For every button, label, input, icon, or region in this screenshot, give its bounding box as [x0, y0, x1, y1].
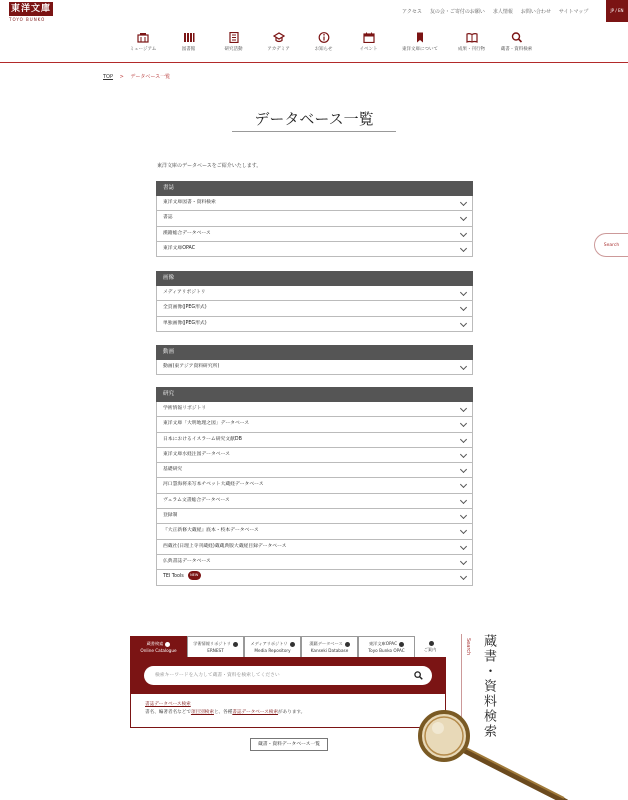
chevron-down-icon: [460, 558, 467, 565]
library-icon: [183, 32, 195, 43]
info-icon: [318, 32, 330, 43]
chevron-down-icon: [460, 436, 467, 443]
header-divider: [0, 62, 628, 63]
top-links: [402, 8, 588, 15]
db-item[interactable]: メディアリポジトリ: [156, 286, 473, 301]
db-item[interactable]: 東洋文庫図書・資料検索: [156, 196, 473, 211]
db-item[interactable]: 西蔵社(日理上寺刊蔵経)蔵蔵典版大蔵経目録データベース: [156, 540, 473, 555]
db-item[interactable]: 学術情報リポジトリ: [156, 402, 473, 417]
chevron-down-icon: [460, 405, 467, 412]
db-item[interactable]: TEI Tools NEW: [156, 570, 473, 585]
nav-info[interactable]: お知らせ: [301, 32, 346, 52]
db-item[interactable]: 河口慧海将来写本チベット大蔵経データベース: [156, 478, 473, 493]
site-logo[interactable]: [9, 2, 55, 22]
top-link-access[interactable]: アクセス: [402, 9, 422, 15]
db-item[interactable]: 漢籍総合データベース: [156, 227, 473, 242]
section-bibliography: [156, 181, 473, 257]
help-icon: [345, 642, 350, 647]
db-item[interactable]: 単独画像(JPEG形式): [156, 317, 473, 332]
chevron-down-icon: [460, 199, 467, 206]
chevron-down-icon: [460, 230, 467, 237]
breadcrumb-top[interactable]: TOP: [103, 74, 114, 80]
db-item[interactable]: 東洋文庫「大明地理之図」データベース: [156, 417, 473, 432]
breadcrumb-separator: >: [119, 74, 124, 80]
search-icon[interactable]: [414, 671, 423, 680]
chevron-down-icon: [460, 466, 467, 473]
research-icon: [228, 32, 240, 43]
search-info: 書誌データベース検索 書名、編著者名などで項目別検索と、各種書誌データベース検索があります。: [130, 694, 446, 728]
section-title: 動画: [156, 345, 473, 360]
search-tabs: [130, 636, 445, 657]
main-nav: [120, 32, 539, 52]
chevron-down-icon: [460, 289, 467, 296]
magnifier-glass-icon: [416, 706, 576, 800]
search-section-title: 蔵書・資料検索: [481, 634, 496, 739]
nav-publications[interactable]: 成果・刊行物: [449, 32, 494, 52]
tab-media-repository[interactable]: メディアリポジトリ Media Repository: [244, 636, 301, 657]
bibliography-search-link[interactable]: 書誌データベース検索: [145, 702, 191, 707]
top-link-jobs[interactable]: 求人情報: [492, 9, 513, 15]
search-icon: [511, 32, 523, 43]
section-title: 画像: [156, 271, 473, 286]
section-video: [156, 345, 473, 375]
page-title: データベース一覧: [254, 110, 374, 128]
language-switch[interactable]: JP / EN: [606, 0, 628, 22]
db-item[interactable]: ヴェラム文書総合データベース: [156, 494, 473, 509]
chevron-down-icon: [460, 363, 467, 370]
section-title: 書誌: [156, 181, 473, 196]
chevron-down-icon: [460, 527, 467, 534]
chevron-down-icon: [460, 420, 467, 427]
nav-event[interactable]: イベント: [346, 32, 391, 52]
search-panel: [130, 657, 446, 694]
logo-text: 東洋文庫: [10, 4, 51, 14]
chevron-down-icon: [460, 304, 467, 311]
nav-museum[interactable]: ミュージアム: [120, 32, 166, 52]
academia-icon: [273, 32, 285, 43]
db-list-button[interactable]: 蔵書・資料データベース一覧: [250, 738, 328, 751]
logo-sub: TOYO BUNKO: [9, 17, 46, 22]
db-item[interactable]: 東洋文庫水経注図データベース: [156, 448, 473, 463]
help-icon: [429, 641, 434, 646]
help-icon: [290, 642, 295, 647]
db-item[interactable]: 仏典書誌データベース: [156, 555, 473, 570]
book-icon: [466, 32, 478, 43]
db-item[interactable]: 東洋文庫OPAC: [156, 242, 473, 257]
db-item[interactable]: 登録制: [156, 509, 473, 524]
tab-guide[interactable]: ご案内: [415, 636, 445, 657]
db-item[interactable]: 『大正新修大蔵経』底本・校本データベース: [156, 524, 473, 539]
top-link-support[interactable]: 友の会・ご寄付のお願い: [429, 9, 485, 15]
chevron-down-icon: [460, 543, 467, 550]
side-search-tab[interactable]: Search: [594, 233, 628, 257]
nav-library[interactable]: 図書館: [166, 32, 211, 52]
nav-about[interactable]: 東洋文庫について: [391, 32, 449, 52]
section-research: [156, 387, 473, 586]
intro-text: 東洋文庫のデータベースをご紹介いたします。: [157, 163, 262, 169]
chevron-down-icon: [460, 497, 467, 504]
tab-ernest[interactable]: 学術情報リポジトリ ERNEST: [187, 636, 244, 657]
db-item[interactable]: 動画(東アジア資料研究所): [156, 360, 473, 375]
tab-online-catalogue[interactable]: 蔵書検索 Online Catalogue: [130, 636, 187, 657]
bookmark-icon: [414, 32, 426, 43]
section-images: [156, 271, 473, 332]
bibliography-db-link[interactable]: 書誌データベース検索: [232, 710, 279, 715]
nav-research[interactable]: 研究活動: [211, 32, 256, 52]
db-item[interactable]: 日本におけるイスラーム研究文献DB: [156, 433, 473, 448]
chevron-down-icon: [460, 320, 467, 327]
chevron-down-icon: [460, 245, 467, 252]
db-item[interactable]: 書誌: [156, 211, 473, 226]
top-link-contact[interactable]: お問い合わせ: [520, 9, 551, 15]
museum-icon: [137, 32, 149, 43]
help-icon: [233, 642, 238, 647]
tab-opac[interactable]: 東洋文庫OPAC Toyo Bunko OPAC: [358, 636, 415, 657]
breadcrumb-current: データベース一覧: [130, 74, 171, 80]
search-label-en: Search: [465, 638, 471, 656]
chevron-down-icon: [460, 573, 467, 580]
chevron-down-icon: [460, 214, 467, 221]
chevron-down-icon: [460, 481, 467, 488]
title-underline: [232, 131, 396, 132]
help-icon: [165, 642, 170, 647]
new-badge: NEW: [188, 571, 201, 580]
db-item[interactable]: 全頁画像(JPEG形式): [156, 301, 473, 316]
search-input[interactable]: 検索キーワードを入力して蔵書・資料を検索してください: [144, 666, 432, 685]
nav-academia[interactable]: アカデミア: [256, 32, 301, 52]
section-title: 研究: [156, 387, 473, 402]
db-item[interactable]: 基礎研究: [156, 463, 473, 478]
tab-kanseki-database[interactable]: 漢籍データベース Kanseki Database: [301, 636, 358, 657]
field-search-link[interactable]: 項目別検索: [190, 710, 214, 715]
nav-collection-search[interactable]: 蔵書・資料検索: [494, 32, 539, 52]
chevron-down-icon: [460, 451, 467, 458]
breadcrumb: [103, 73, 170, 80]
chevron-down-icon: [460, 512, 467, 519]
calendar-icon: [363, 32, 375, 43]
top-link-sitemap[interactable]: サイトマップ: [558, 9, 589, 15]
help-icon: [399, 642, 404, 647]
